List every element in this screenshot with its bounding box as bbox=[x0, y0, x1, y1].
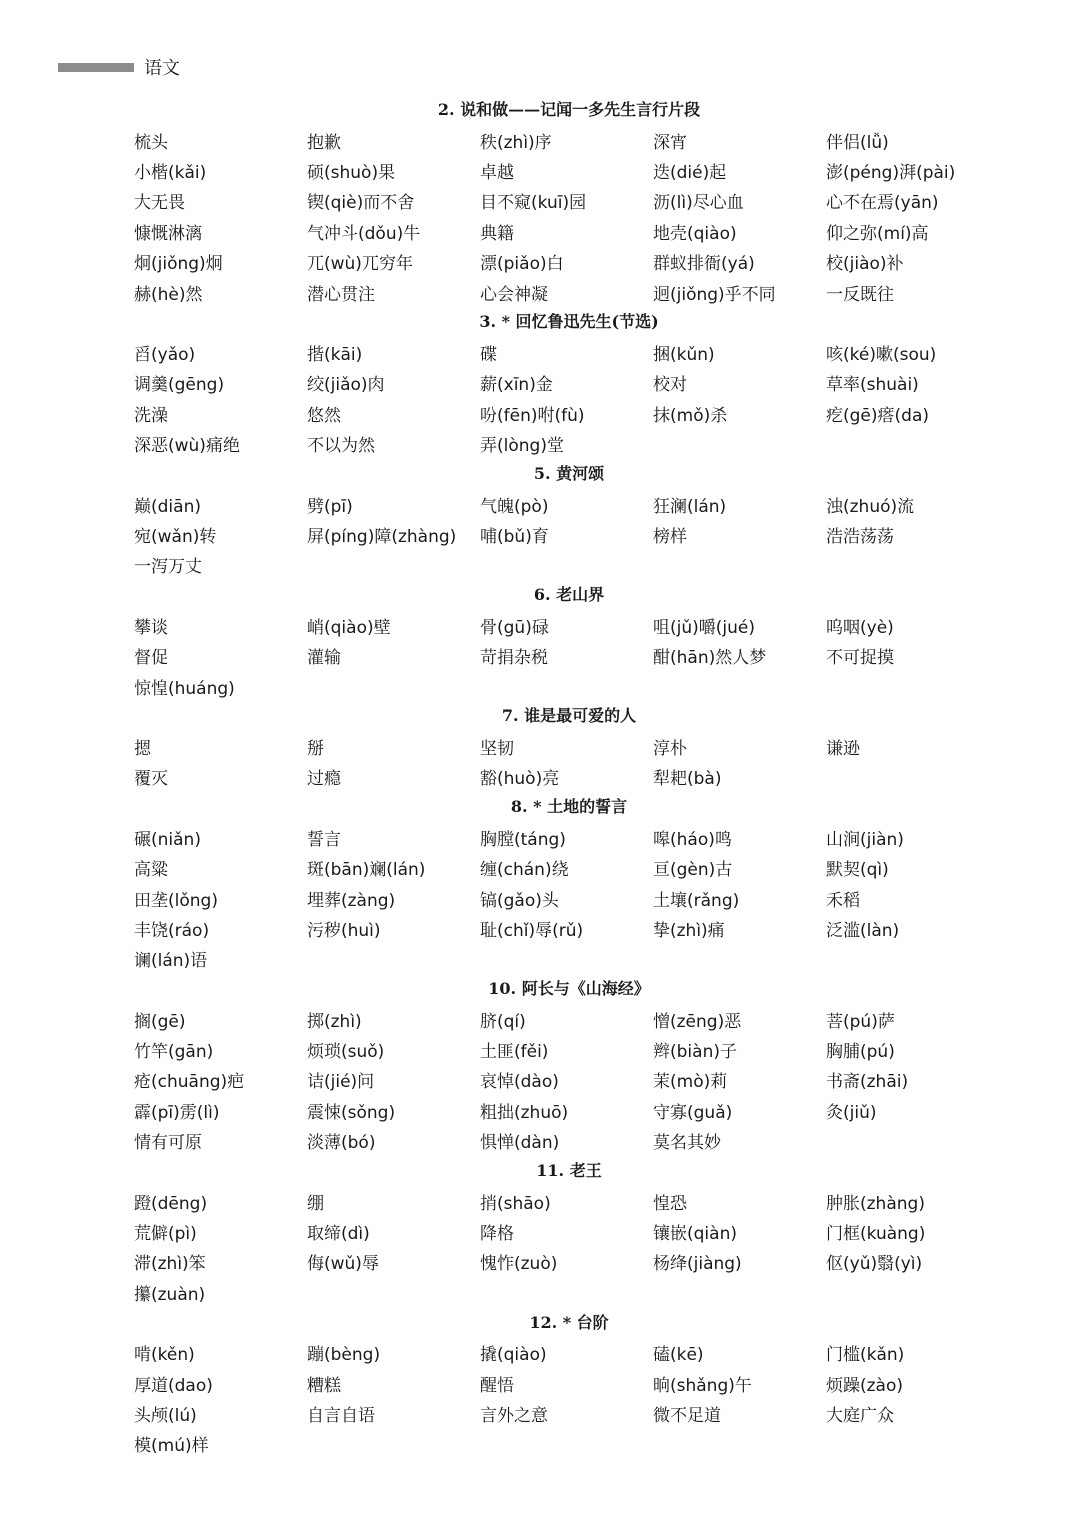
vocabulary-word: 诘(jié)问 bbox=[307, 1072, 375, 1093]
section-title: 2. 说和做——记闻一多先生言行片段 bbox=[437, 100, 701, 119]
section-title: 10. 阿长与《山海经》 bbox=[488, 978, 650, 998]
vocabulary-word: 醒悟 bbox=[480, 1375, 514, 1396]
vocabulary-word: 灌输 bbox=[307, 648, 341, 669]
vocabulary-word: 土匪(fěi) bbox=[480, 1042, 549, 1063]
word-row bbox=[134, 1216, 1004, 1246]
vocabulary-word: 抹(mǒ)杀 bbox=[653, 405, 728, 426]
lesson-section bbox=[134, 792, 1004, 974]
header-bar bbox=[58, 63, 134, 72]
section-title: 11. 老王 bbox=[536, 1160, 602, 1180]
vocabulary-word: 微不足道 bbox=[653, 1405, 721, 1426]
word-row bbox=[134, 247, 1004, 277]
lesson-section bbox=[134, 1308, 1004, 1460]
vocabulary-word: 大无畏 bbox=[134, 193, 185, 214]
vocabulary-word: 蹬(dēng) bbox=[134, 1193, 208, 1214]
vocabulary-word: 莫名其妙 bbox=[653, 1133, 721, 1154]
vocabulary-word: 憎(zēng)恶 bbox=[653, 1011, 742, 1032]
vocabulary-word: 污秽(huì) bbox=[307, 920, 381, 941]
vocabulary-word: 田垄(lǒng) bbox=[134, 890, 218, 911]
word-row bbox=[134, 1277, 1004, 1307]
vocabulary-word: 哺(bǔ)育 bbox=[480, 526, 549, 547]
vocabulary-word: 宛(wǎn)转 bbox=[134, 526, 217, 547]
vocabulary-word: 悠然 bbox=[307, 405, 341, 426]
vocabulary-word: 迭(dié)起 bbox=[653, 163, 727, 184]
vocabulary-word: 攥(zuàn) bbox=[134, 1284, 206, 1305]
word-row bbox=[134, 277, 1004, 307]
vocabulary-word: 肿胀(zhàng) bbox=[826, 1193, 925, 1214]
word-row bbox=[134, 489, 1004, 519]
vocabulary-word: 绷 bbox=[307, 1193, 324, 1214]
vocabulary-word: 灸(jiǔ) bbox=[826, 1102, 877, 1123]
word-row bbox=[134, 822, 1004, 852]
vocabulary-word: 谰(lán)语 bbox=[134, 951, 208, 972]
vocabulary-word: 茉(mò)莉 bbox=[653, 1072, 728, 1093]
vocabulary-word: 豁(huò)亮 bbox=[480, 769, 560, 790]
vocabulary-word: 惧惮(dàn) bbox=[480, 1133, 560, 1154]
vocabulary-word: 斑(bān)斓(lán) bbox=[307, 860, 426, 881]
vocabulary-word: 炯(jiǒng)炯 bbox=[134, 254, 223, 275]
vocabulary-word: 谦逊 bbox=[826, 738, 860, 759]
vocabulary-word: 滞(zhì)笨 bbox=[134, 1254, 206, 1275]
vocabulary-word: 降格 bbox=[480, 1224, 514, 1245]
vocabulary-word: 晌(shǎng)午 bbox=[653, 1375, 752, 1396]
word-row bbox=[134, 1186, 1004, 1216]
vocabulary-word: 淳朴 bbox=[653, 738, 687, 759]
vocabulary-word: 锲(qiè)而不舍 bbox=[307, 193, 415, 214]
vocabulary-word: 高粱 bbox=[134, 860, 168, 881]
word-row bbox=[134, 216, 1004, 246]
vocabulary-word: 土壤(rǎng) bbox=[653, 890, 740, 911]
vocabulary-word: 咳(ké)嗽(sou) bbox=[826, 345, 937, 366]
vocabulary-word: 埋葬(zàng) bbox=[307, 890, 396, 911]
vocabulary-word: 伛(yǔ)翳(yì) bbox=[826, 1254, 923, 1275]
vocabulary-word: 督促 bbox=[134, 648, 168, 669]
word-row bbox=[134, 944, 1004, 974]
vocabulary-word: 目不窥(kuī)园 bbox=[480, 193, 587, 214]
vocabulary-word: 惶恐 bbox=[653, 1193, 687, 1214]
vocabulary-word: 赫(hè)然 bbox=[134, 284, 203, 305]
vocabulary-word: 深恶(wù)痛绝 bbox=[134, 436, 240, 457]
vocabulary-word: 地壳(qiào) bbox=[653, 223, 737, 244]
vocabulary-word: 磕(kē) bbox=[653, 1345, 704, 1366]
vocabulary-word: 胸脯(pú) bbox=[826, 1042, 895, 1063]
vocabulary-word: 胸膛(táng) bbox=[480, 829, 566, 850]
vocabulary-word: 浊(zhuó)流 bbox=[826, 496, 915, 517]
vocabulary-word: 疙(gē)瘩(da) bbox=[826, 405, 929, 426]
vocabulary-word: 揩(kāi) bbox=[307, 345, 363, 366]
word-row bbox=[134, 186, 1004, 216]
vocabulary-word: 厚道(dao) bbox=[134, 1375, 213, 1396]
vocabulary-word: 门框(kuàng) bbox=[826, 1224, 926, 1245]
section-title: 7. 谁是最可爱的人 bbox=[501, 706, 637, 726]
vocabulary-word: 震悚(sǒng) bbox=[307, 1102, 396, 1123]
vocabulary-word: 撬(qiào) bbox=[480, 1345, 547, 1366]
vocabulary-word: 烦琐(suǒ) bbox=[307, 1042, 385, 1063]
vocabulary-word: 一反既往 bbox=[826, 284, 894, 305]
vocabulary-word: 绞(jiǎo)肉 bbox=[307, 375, 385, 396]
vocabulary-word: 竹竿(gān) bbox=[134, 1042, 214, 1063]
lesson-section bbox=[134, 974, 1004, 1156]
word-row bbox=[134, 155, 1004, 185]
vocabulary-word: 哀悼(dào) bbox=[480, 1072, 559, 1093]
vocabulary-word: 调羹(gēng) bbox=[134, 375, 225, 396]
word-row bbox=[134, 1126, 1004, 1156]
vocabulary-word: 辫(biàn)子 bbox=[653, 1042, 737, 1063]
vocabulary-word: 霹(pī)雳(lì) bbox=[134, 1102, 220, 1123]
lesson-section bbox=[134, 459, 1004, 580]
vocabulary-word: 硕(shuò)果 bbox=[307, 163, 396, 184]
vocabulary-word: 屏(píng)障(zhàng) bbox=[307, 526, 457, 547]
vocabulary-word: 气魄(pò) bbox=[480, 496, 549, 517]
section-title: 12. * 台阶 bbox=[529, 1312, 609, 1332]
vocabulary-word: 过瘾 bbox=[307, 769, 341, 790]
vocabulary-word: 缠(chán)绕 bbox=[480, 860, 569, 881]
word-row bbox=[134, 337, 1004, 367]
word-row bbox=[134, 852, 1004, 882]
vocabulary-word: 峭(qiào)壁 bbox=[307, 617, 391, 638]
word-row bbox=[134, 1004, 1004, 1034]
vocabulary-word: 捆(kǔn) bbox=[653, 345, 715, 366]
vocabulary-word: 兀(wù)兀穷年 bbox=[307, 254, 413, 275]
vocabulary-word: 迥(jiǒng)乎不同 bbox=[653, 284, 776, 305]
vocabulary-word: 卓越 bbox=[480, 163, 514, 184]
word-row bbox=[134, 398, 1004, 428]
section-title: 5. 黄河颂 bbox=[533, 463, 605, 483]
vocabulary-word: 潜心贯注 bbox=[307, 284, 375, 305]
vocabulary-word: 苛捐杂税 bbox=[480, 648, 548, 669]
vocabulary-word: 秩(zhì)序 bbox=[480, 132, 552, 153]
vocabulary-word: 捎(shāo) bbox=[480, 1193, 551, 1214]
vocabulary-word: 抱歉 bbox=[307, 132, 341, 153]
vocabulary-word: 碾(niǎn) bbox=[134, 829, 201, 850]
vocabulary-word: 愧怍(zuò) bbox=[480, 1254, 558, 1275]
vocabulary-word: 典籍 bbox=[480, 223, 514, 244]
vocabulary-word: 丰饶(ráo) bbox=[134, 920, 210, 941]
vocabulary-word: 心会神凝 bbox=[480, 284, 548, 305]
vocabulary-word: 榜样 bbox=[653, 526, 687, 547]
vocabulary-word: 蹦(bèng) bbox=[307, 1345, 381, 1366]
vocabulary-word: 头颅(lú) bbox=[134, 1405, 197, 1426]
vocabulary-word: 侮(wǔ)辱 bbox=[307, 1254, 379, 1275]
word-row bbox=[134, 1095, 1004, 1125]
vocabulary-word: 碟 bbox=[480, 345, 497, 366]
vocabulary-word: 山涧(jiàn) bbox=[826, 829, 904, 850]
vocabulary-word: 劈(pī) bbox=[307, 496, 353, 517]
vocabulary-word: 吩(fēn)咐(fù) bbox=[480, 405, 585, 426]
vocabulary-word: 疮(chuāng)疤 bbox=[134, 1072, 245, 1093]
vocabulary-word: 菩(pú)萨 bbox=[826, 1011, 895, 1032]
word-row bbox=[134, 1429, 1004, 1459]
vocabulary-word: 校对 bbox=[653, 375, 687, 396]
word-row bbox=[134, 731, 1004, 761]
vocabulary-word: 亘(gèn)古 bbox=[653, 860, 733, 881]
word-row bbox=[134, 640, 1004, 670]
vocabulary-word: 嗥(háo)鸣 bbox=[653, 829, 732, 850]
vocabulary-word: 巅(diān) bbox=[134, 496, 201, 517]
vocabulary-word: 书斋(zhāi) bbox=[826, 1072, 909, 1093]
word-row bbox=[134, 125, 1004, 155]
vocabulary-word: 伴侣(lǚ) bbox=[826, 132, 889, 153]
vocabulary-word: 沥(lì)尽心血 bbox=[653, 193, 744, 214]
vocabulary-word: 守寡(guǎ) bbox=[653, 1102, 733, 1123]
vocabulary-word: 舀(yǎo) bbox=[134, 345, 196, 366]
vocabulary-word: 骨(gū)碌 bbox=[480, 617, 549, 638]
vocabulary-word: 漂(piǎo)白 bbox=[480, 254, 564, 275]
vocabulary-word: 覆灭 bbox=[134, 769, 168, 790]
vocabulary-word: 深宵 bbox=[653, 132, 687, 153]
word-row bbox=[134, 671, 1004, 701]
lesson-section bbox=[134, 307, 1004, 459]
section-title: 8. * 土地的誓言 bbox=[510, 797, 628, 817]
vocabulary-word: 啃(kěn) bbox=[134, 1345, 195, 1366]
vocabulary-word: 犁耙(bà) bbox=[653, 769, 722, 790]
vocabulary-word: 慷慨淋漓 bbox=[134, 223, 202, 244]
vocabulary-word: 小楷(kǎi) bbox=[134, 163, 207, 184]
vocabulary-word: 泛滥(làn) bbox=[826, 920, 900, 941]
vocabulary-word: 荒僻(pì) bbox=[134, 1224, 197, 1245]
word-row bbox=[134, 762, 1004, 792]
vocabulary-word: 酣(hān)然人梦 bbox=[653, 648, 767, 669]
vocabulary-word: 自言自语 bbox=[307, 1405, 375, 1426]
word-row bbox=[134, 913, 1004, 943]
vocabulary-word: 狂澜(lán) bbox=[653, 496, 727, 517]
lesson-section bbox=[134, 95, 1004, 307]
vocabulary-word: 浩浩荡荡 bbox=[826, 526, 894, 547]
vocabulary-word: 气冲斗(dǒu)牛 bbox=[307, 223, 421, 244]
word-row bbox=[134, 550, 1004, 580]
word-row bbox=[134, 368, 1004, 398]
vocabulary-word: 粗拙(zhuō) bbox=[480, 1102, 569, 1123]
section-title: 3. * 回忆鲁迅先生(节选) bbox=[479, 312, 659, 332]
vocabulary-word: 言外之意 bbox=[480, 1405, 548, 1426]
vocabulary-word: 杨绛(jiàng) bbox=[653, 1254, 742, 1275]
vocabulary-word: 取缔(dì) bbox=[307, 1224, 370, 1245]
vocabulary-word: 淡薄(bó) bbox=[307, 1133, 376, 1154]
word-row bbox=[134, 610, 1004, 640]
page-header bbox=[58, 52, 180, 82]
subject-label: 语文 bbox=[144, 58, 180, 79]
vocabulary-word: 不可捉摸 bbox=[826, 648, 894, 669]
vocabulary-list bbox=[134, 95, 1004, 1459]
word-row bbox=[134, 1398, 1004, 1428]
vocabulary-word: 糟糕 bbox=[307, 1375, 341, 1396]
vocabulary-word: 校(jiào)补 bbox=[826, 254, 904, 275]
vocabulary-word: 弄(lòng)堂 bbox=[480, 436, 564, 457]
lesson-section bbox=[134, 580, 1004, 701]
vocabulary-word: 一泻万丈 bbox=[134, 557, 202, 578]
word-row bbox=[134, 1065, 1004, 1095]
vocabulary-word: 耻(chǐ)辱(rǔ) bbox=[480, 920, 584, 941]
vocabulary-word: 心不在焉(yān) bbox=[826, 193, 939, 214]
vocabulary-word: 攀谈 bbox=[134, 617, 168, 638]
vocabulary-word: 禾稻 bbox=[826, 890, 860, 911]
vocabulary-word: 惊惶(huáng) bbox=[134, 678, 235, 699]
vocabulary-word: 默契(qì) bbox=[826, 860, 889, 881]
lesson-section bbox=[134, 1156, 1004, 1308]
word-row bbox=[134, 429, 1004, 459]
word-row bbox=[134, 883, 1004, 913]
vocabulary-word: 誓言 bbox=[307, 829, 341, 850]
word-row bbox=[134, 1034, 1004, 1064]
vocabulary-word: 挚(zhì)痛 bbox=[653, 920, 725, 941]
word-row bbox=[134, 1368, 1004, 1398]
vocabulary-word: 情有可原 bbox=[134, 1133, 202, 1154]
vocabulary-word: 掷(zhì) bbox=[307, 1011, 362, 1032]
vocabulary-word: 脐(qí) bbox=[480, 1011, 526, 1032]
vocabulary-word: 呜咽(yè) bbox=[826, 617, 894, 638]
vocabulary-word: 梳头 bbox=[134, 132, 168, 153]
vocabulary-word: 大庭广众 bbox=[826, 1405, 894, 1426]
vocabulary-word: 门槛(kǎn) bbox=[826, 1345, 905, 1366]
vocabulary-word: 不以为然 bbox=[307, 436, 375, 457]
vocabulary-word: 群蚁排衙(yá) bbox=[653, 254, 755, 275]
vocabulary-word: 洗澡 bbox=[134, 405, 168, 426]
vocabulary-word: 模(mú)样 bbox=[134, 1436, 209, 1457]
vocabulary-word: 镐(gǎo)头 bbox=[480, 890, 559, 911]
vocabulary-word: 镶嵌(qiàn) bbox=[653, 1224, 737, 1245]
section-title: 6. 老山界 bbox=[533, 585, 605, 605]
vocabulary-word: 薪(xīn)金 bbox=[480, 375, 553, 396]
vocabulary-word: 澎(péng)湃(pài) bbox=[826, 163, 956, 184]
vocabulary-word: 坚韧 bbox=[480, 738, 514, 759]
vocabulary-word: 烦躁(zào) bbox=[826, 1375, 904, 1396]
word-row bbox=[134, 1247, 1004, 1277]
vocabulary-word: 摁 bbox=[134, 738, 151, 759]
vocabulary-word: 草率(shuài) bbox=[826, 375, 919, 396]
word-row bbox=[134, 519, 1004, 549]
vocabulary-word: 掰 bbox=[307, 738, 324, 759]
vocabulary-word: 搁(gē) bbox=[134, 1011, 186, 1032]
word-row bbox=[134, 1338, 1004, 1368]
lesson-section bbox=[134, 701, 1004, 792]
vocabulary-word: 咀(jǔ)嚼(jué) bbox=[653, 617, 755, 638]
vocabulary-word: 仰之弥(mí)高 bbox=[826, 223, 929, 244]
